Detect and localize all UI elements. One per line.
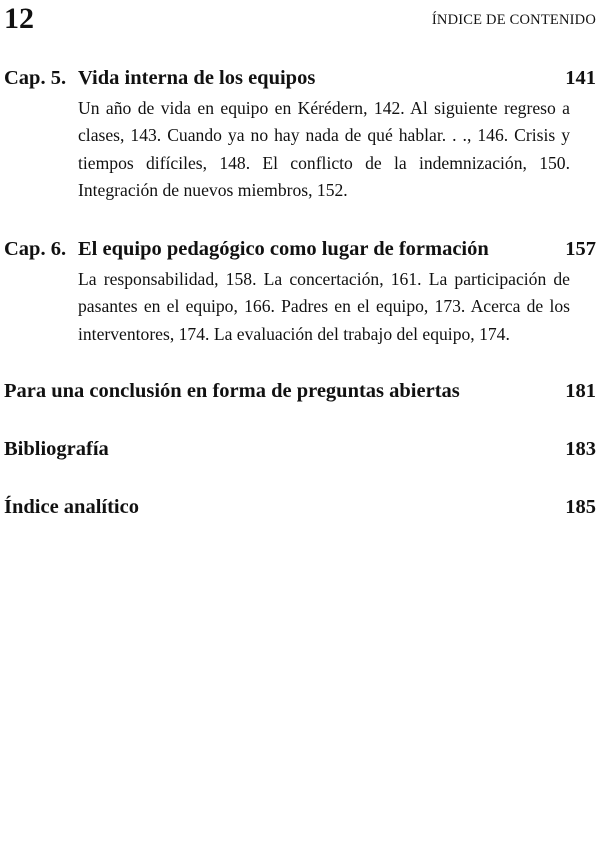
chapter-label: Cap. 5. (4, 67, 67, 89)
toc-entry-chapter-6 (4, 237, 596, 348)
toc-entry-heading (4, 379, 596, 403)
chapter-sections: La responsabilidad, 158. La concertación, 161. La participación de pasantes en el equipo, 166. Padres en el equipo, 173. Acerca de los interventores, 174. La evaluación del trabajo del equipo, 174. (78, 269, 570, 344)
toc-entry-heading (4, 237, 596, 261)
section-page-number: 181 (565, 380, 596, 402)
chapter-page-number: 141 (565, 67, 596, 89)
toc-entry-conclusion (4, 379, 596, 403)
chapter-title: Vida interna de los equipos (78, 67, 316, 89)
chapter-page-number: 157 (565, 238, 596, 260)
section-page-number: 185 (565, 496, 596, 518)
chapter-sections: Un año de vida en equipo en Kérédern, 142. Al siguiente regreso a clases, 143. Cuando ya no hay nada de qué hablar. . ., 146. Crisis y tiempos difíciles, 148. El conflicto de la indemnización, 150. Integración de nuevos miembros, 152. (78, 98, 570, 201)
toc-entry-heading (4, 495, 596, 519)
section-title: Bibliografía (4, 438, 109, 460)
section-page-number: 183 (565, 438, 596, 460)
toc-entry-analytic-index (4, 495, 596, 519)
toc-entry-heading (4, 66, 596, 90)
toc-entry-bibliography (4, 437, 596, 461)
page-number: 12 (4, 2, 34, 35)
toc-entry-chapter-5 (4, 66, 596, 205)
chapter-title: El equipo pedagógico como lugar de formación (78, 238, 489, 260)
running-head: ÍNDICE DE CONTENIDO (431, 12, 596, 28)
section-title: Para una conclusión en forma de preguntas abiertas (4, 380, 460, 402)
section-title: Índice analítico (4, 496, 139, 518)
chapter-label: Cap. 6. (4, 238, 67, 260)
toc-entry-heading (4, 437, 596, 461)
